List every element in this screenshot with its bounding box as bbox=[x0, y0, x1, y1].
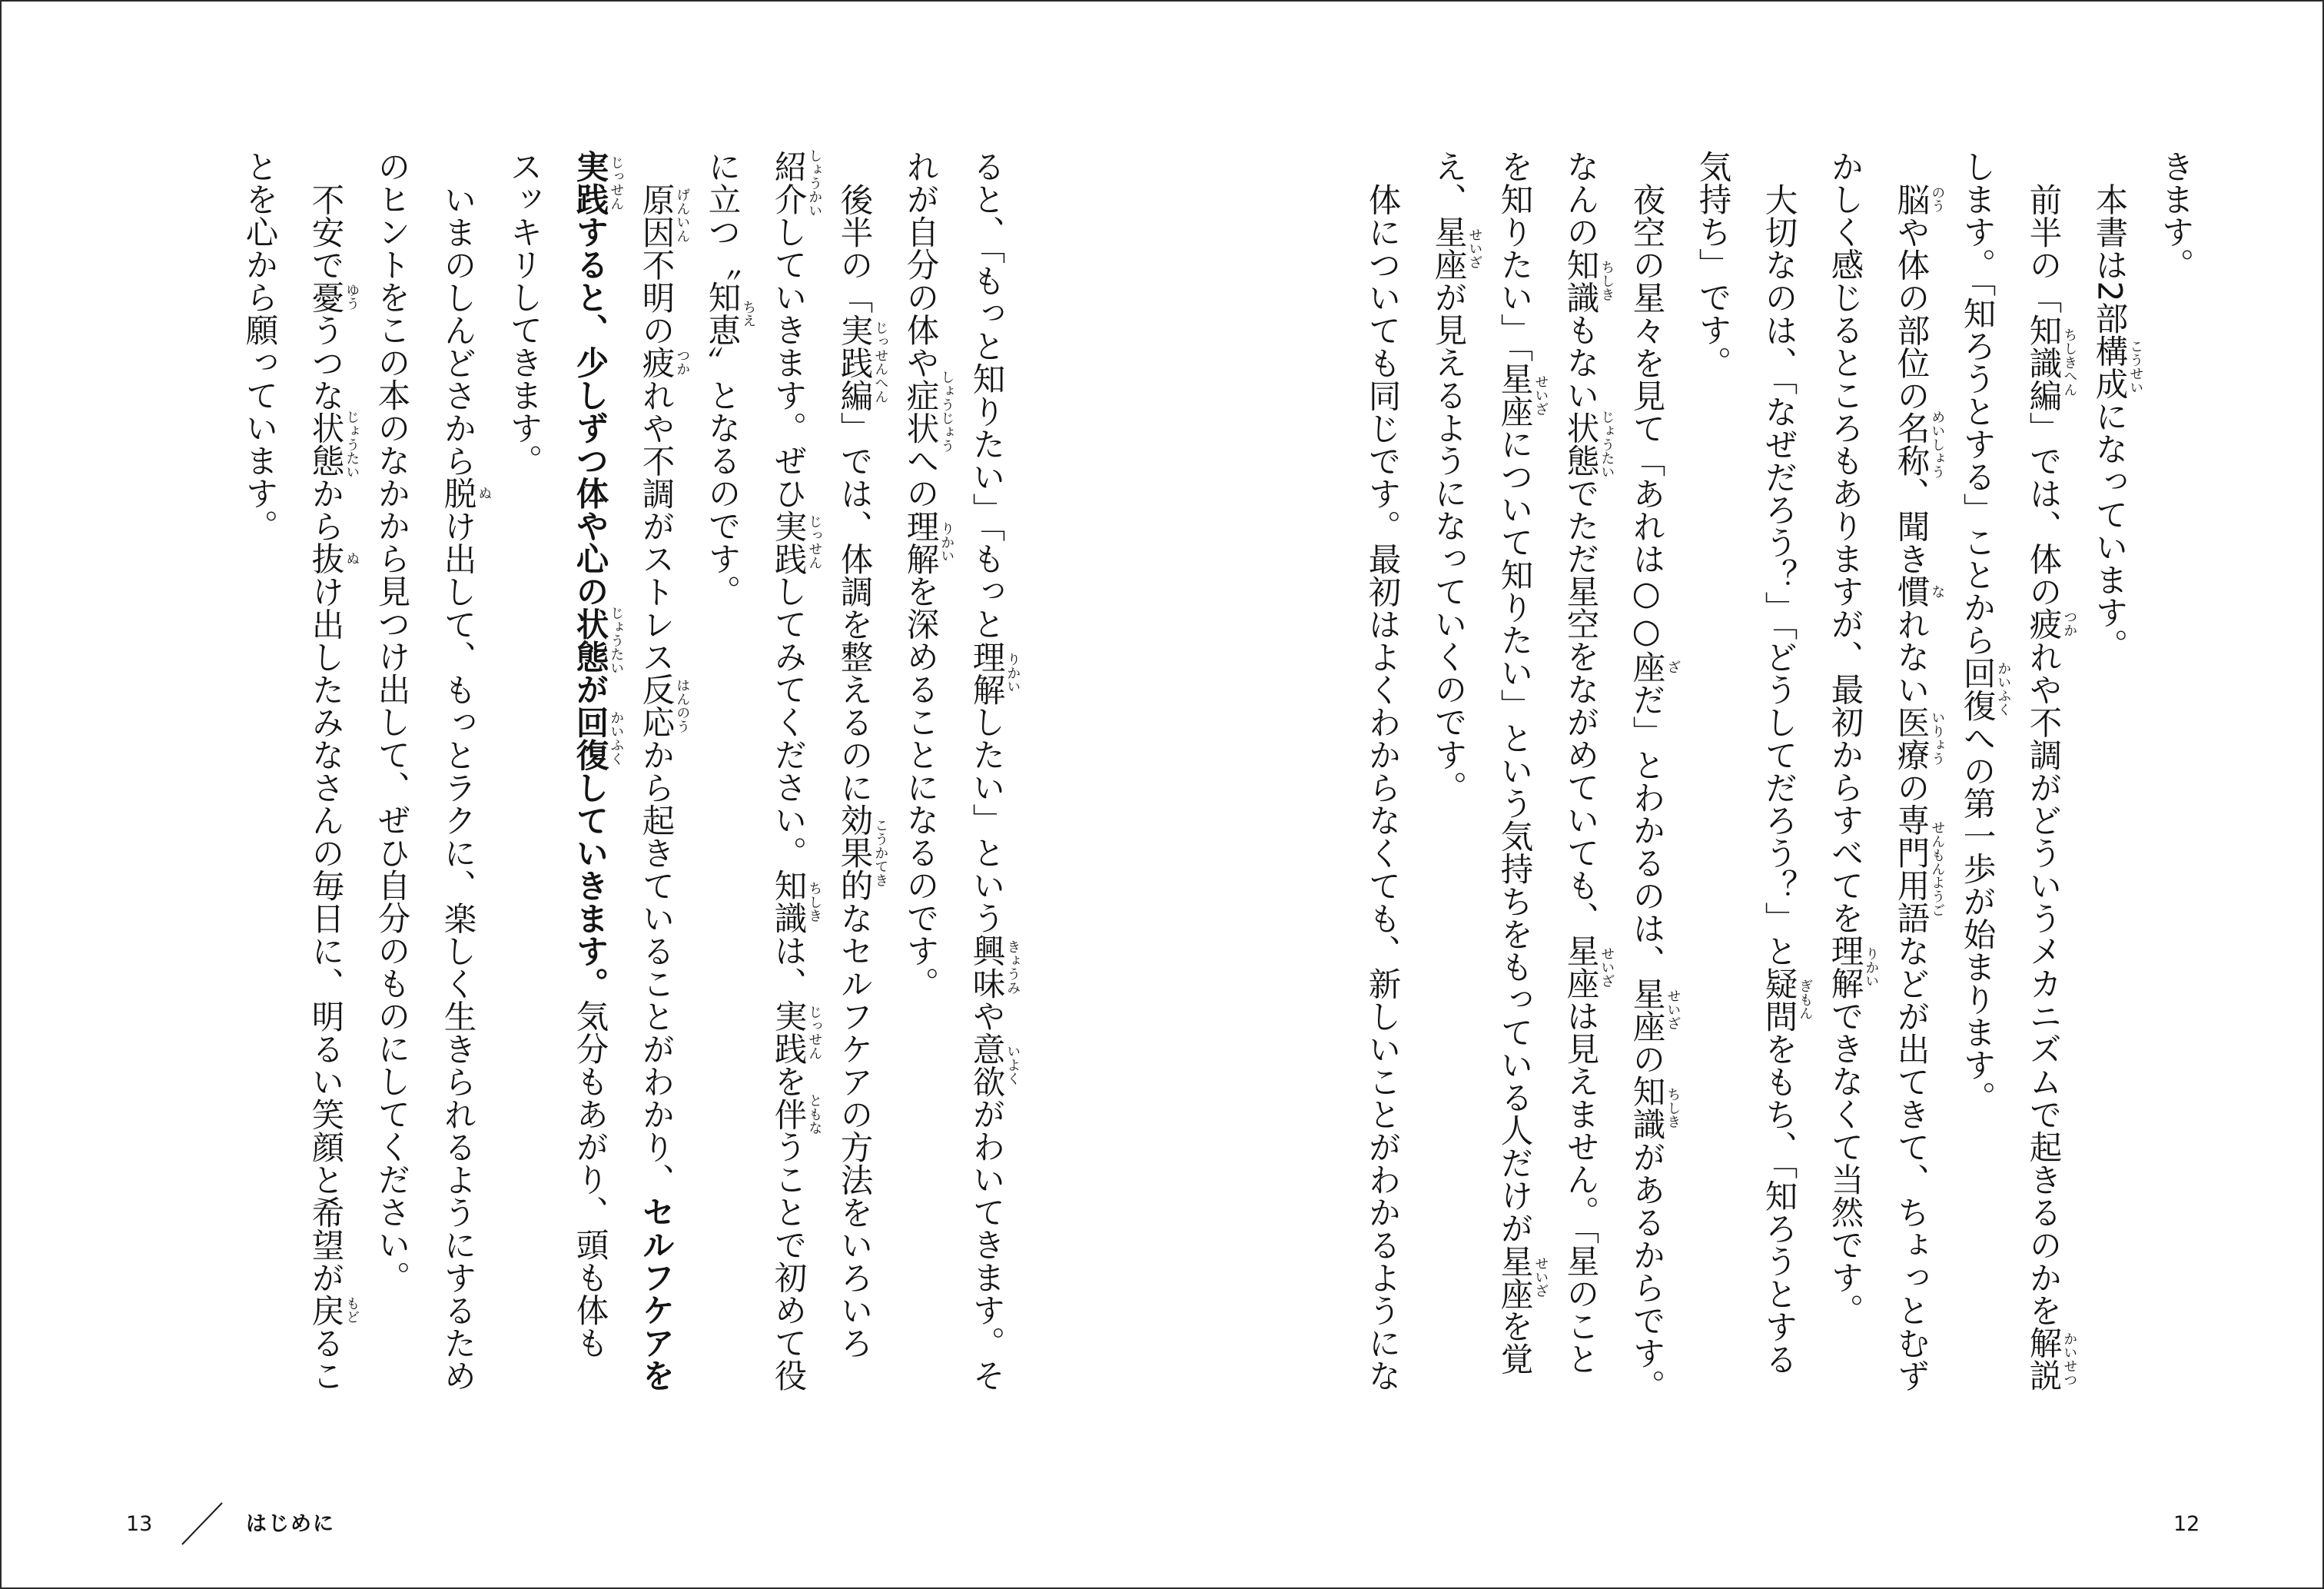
ruby-word bbox=[835, 313, 889, 412]
bold-text bbox=[637, 1195, 675, 1391]
text-column bbox=[835, 182, 889, 1359]
text-run: 〟となるのです。 bbox=[702, 346, 741, 607]
ruby-base: 憂 bbox=[306, 281, 344, 314]
text-run: 夜空の星々を見て「あれは○○ bbox=[1627, 182, 1665, 650]
text-run: は、 bbox=[769, 934, 807, 999]
text-run: け出して、もっとラクに、楽しく生きられるようにするため bbox=[438, 509, 476, 1391]
furigana: りかい bbox=[1004, 652, 1021, 693]
text-run: してみてください。 bbox=[769, 574, 807, 869]
furigana: つか bbox=[2061, 610, 2078, 638]
ruby-base: 戻 bbox=[306, 1293, 344, 1326]
furigana: せいざ bbox=[1466, 227, 1483, 269]
ruby-base: 理解 bbox=[901, 509, 939, 575]
text-column bbox=[901, 150, 955, 999]
text-run: とを心から願っています。 bbox=[240, 150, 278, 542]
ruby-word bbox=[835, 803, 889, 902]
ruby-base: 慣 bbox=[1891, 574, 1930, 607]
text-run: スッキリしてきます。 bbox=[504, 150, 543, 477]
ruby-base: 症状 bbox=[901, 378, 939, 444]
furigana: ぬ bbox=[476, 486, 493, 500]
ruby-base: 疲 bbox=[2024, 607, 2062, 640]
furigana: せいざ bbox=[1665, 989, 1682, 1030]
ruby-base: 専門用語 bbox=[1891, 803, 1930, 934]
furigana: はんのう bbox=[674, 677, 691, 733]
ruby-base: 知恵 bbox=[702, 281, 741, 346]
ruby-base: 疑問 bbox=[1759, 966, 1798, 1032]
ruby-base: 知識 bbox=[769, 869, 807, 934]
text-run: もない bbox=[1561, 313, 1599, 411]
text-run: 本書は2部 bbox=[2090, 182, 2128, 334]
text-column bbox=[504, 150, 543, 477]
text-run: 」では、体の bbox=[2024, 411, 2062, 607]
ruby-base: 理解 bbox=[967, 640, 1005, 706]
furigana: こうせい bbox=[2127, 339, 2144, 394]
ruby-base: 効果的 bbox=[835, 803, 873, 902]
ruby-word bbox=[702, 281, 757, 346]
ruby-base: 原因 bbox=[636, 182, 675, 248]
text-run: だ」とわかるのは、 bbox=[1627, 683, 1665, 977]
text-column bbox=[702, 150, 757, 607]
furigana: じっせん bbox=[806, 1004, 823, 1060]
text-run: から bbox=[306, 477, 344, 542]
text-run: について知りたい」という気持ちをもっている人だけが bbox=[1495, 427, 1533, 1245]
furigana: じっせん bbox=[806, 514, 823, 570]
text-run: への bbox=[901, 444, 939, 510]
text-run: を bbox=[769, 1065, 807, 1098]
ruby-word bbox=[636, 346, 691, 379]
bold-run: すると、少しずつ体や心の bbox=[570, 215, 609, 607]
furigana: じょうたい bbox=[608, 605, 625, 675]
section-title: はじめに bbox=[246, 1512, 335, 1536]
furigana: ぬ bbox=[344, 551, 360, 566]
text-run: が見えるようになっていくのです。 bbox=[1429, 281, 1467, 803]
ruby-word bbox=[570, 605, 625, 675]
ruby-base: 知識編 bbox=[2024, 313, 2062, 411]
ruby-word bbox=[769, 999, 823, 1065]
furigana: ちしき bbox=[1665, 1086, 1682, 1129]
ruby-word bbox=[967, 640, 1021, 706]
furigana: ちえ bbox=[740, 299, 757, 327]
text-run: できなくて当然です。 bbox=[1825, 999, 1864, 1326]
furigana: いりょう bbox=[1929, 710, 1946, 766]
furigana: ともな bbox=[806, 1092, 823, 1135]
ruby-base: 状態 bbox=[570, 607, 609, 673]
ruby-word bbox=[901, 370, 955, 453]
ruby-base: 意欲 bbox=[967, 1032, 1005, 1098]
furigana: せんもんようご bbox=[1929, 820, 1946, 917]
furigana: いよく bbox=[1004, 1044, 1021, 1085]
text-run: になっています。 bbox=[2090, 399, 2128, 661]
ruby-word bbox=[306, 409, 360, 479]
ruby-base: 知識 bbox=[1627, 1075, 1665, 1140]
text-run: 後半の「 bbox=[835, 182, 873, 314]
text-run: 大切なのは、「なぜだろう？」「どうしてだろう？」と bbox=[1759, 182, 1798, 967]
text-run: の bbox=[1627, 1042, 1665, 1075]
furigana: じょうたい bbox=[1599, 409, 1615, 479]
ruby-base: 解説 bbox=[2024, 1326, 2062, 1391]
text-run: します。「知ろうとする」ことから bbox=[1957, 150, 1996, 657]
ruby-word bbox=[570, 705, 625, 771]
bold-run: していきます。 bbox=[570, 770, 609, 999]
furigana: ちしき bbox=[1599, 260, 1615, 301]
text-column bbox=[240, 150, 278, 542]
ruby-word bbox=[306, 542, 360, 575]
text-run: に立つ〝 bbox=[702, 150, 741, 281]
text-run: を深めることになるのです。 bbox=[901, 574, 939, 999]
ruby-base: 星座 bbox=[1495, 362, 1533, 428]
text-run: れや不調がどういうメカニズムで起きるのかを bbox=[2024, 640, 2062, 1326]
furigana: きょうみ bbox=[1004, 939, 1021, 995]
left-page-number: 13 bbox=[126, 1512, 153, 1536]
ruby-word bbox=[306, 281, 360, 314]
text-column bbox=[636, 182, 691, 1392]
text-column bbox=[769, 148, 823, 1391]
text-run: の bbox=[1891, 770, 1930, 803]
text-run: や bbox=[967, 999, 1005, 1032]
text-run: のヒントをこの本のなかから見つけ出して、ぜひ自分のものにしてください。 bbox=[372, 150, 410, 1294]
furigana: りかい bbox=[938, 521, 955, 563]
furigana: のう bbox=[1929, 184, 1946, 213]
furigana: げんいん bbox=[674, 188, 691, 243]
ruby-base: 伴 bbox=[769, 1097, 807, 1130]
right-page-number: 12 bbox=[2173, 1512, 2200, 1536]
furigana: ざ bbox=[1665, 659, 1682, 673]
furigana: こうかてき bbox=[872, 818, 889, 887]
text-run: 不安で bbox=[306, 182, 344, 281]
text-run: うつな bbox=[306, 313, 344, 411]
text-run: いまのしんどさから bbox=[438, 182, 476, 477]
bold-text bbox=[571, 215, 609, 607]
text-run: を知りたい」「 bbox=[1495, 150, 1533, 363]
text-run: うことで初めて役 bbox=[769, 1130, 807, 1391]
ruby-base: 実践 bbox=[769, 999, 807, 1065]
text-run: への第一歩が始まります。 bbox=[1957, 721, 1996, 1114]
ruby-base: 抜 bbox=[306, 542, 344, 575]
furigana: ちしき bbox=[806, 880, 823, 922]
ruby-word bbox=[636, 182, 691, 248]
furigana: かいふく bbox=[1995, 661, 2012, 716]
text-run: は見えません。「星のこと bbox=[1561, 999, 1599, 1375]
furigana: かいふく bbox=[608, 710, 625, 766]
furigana: せいざ bbox=[1599, 946, 1615, 988]
text-run: きます。 bbox=[2156, 150, 2194, 281]
text-run: 気分もあがり、頭も体も bbox=[570, 999, 609, 1359]
furigana: じょうたい bbox=[344, 409, 360, 479]
ruby-word bbox=[901, 509, 955, 575]
furigana: しょうじょう bbox=[938, 370, 955, 453]
text-column bbox=[306, 182, 360, 1392]
furigana: ぎもん bbox=[1797, 979, 1814, 1020]
text-run: るこ bbox=[306, 1326, 344, 1391]
text-column bbox=[438, 182, 493, 1392]
furigana: かいせつ bbox=[2061, 1331, 2078, 1387]
ruby-word bbox=[636, 673, 691, 738]
text-run: け出したみなさんの毎日に、明るい笑顔と希望が bbox=[306, 574, 344, 1294]
text-run: したい」という bbox=[967, 705, 1005, 934]
text-run: していきます。ぜひ bbox=[769, 215, 807, 510]
bold-run: が bbox=[570, 673, 609, 706]
text-run: ると、「もっと知りたい」「もっと bbox=[967, 150, 1005, 640]
furigana: めいしょう bbox=[1929, 409, 1946, 479]
furigana: ちしきへん bbox=[2061, 327, 2078, 397]
ruby-base: 状態 bbox=[1561, 411, 1599, 477]
ruby-base: 星座 bbox=[1561, 934, 1599, 999]
ruby-word bbox=[769, 869, 823, 934]
ruby-base: 反応 bbox=[636, 673, 675, 738]
ruby-base: 名称 bbox=[1891, 411, 1930, 477]
text-run: 、聞き bbox=[1891, 477, 1930, 575]
text-run: なセルフケアの方法をいろいろ bbox=[835, 901, 873, 1359]
ruby-word bbox=[769, 148, 823, 218]
bold-text bbox=[571, 673, 609, 706]
furigana: りかい bbox=[1863, 946, 1880, 988]
text-run: 体についても同じです。最初はよくわからなくても、新しいことがわかるようにな bbox=[1363, 182, 1401, 1391]
ruby-base: 実践編 bbox=[835, 313, 873, 411]
ruby-base: 回復 bbox=[1957, 656, 1996, 722]
left-page-text bbox=[2, 2, 2322, 1587]
text-run: がわいてきます。そ bbox=[967, 1097, 1005, 1391]
ruby-base: 回復 bbox=[570, 705, 609, 771]
text-run: を覚 bbox=[1495, 1309, 1533, 1375]
text-run: があるからです。 bbox=[1627, 1140, 1665, 1401]
separator-slash bbox=[174, 1497, 228, 1551]
ruby-base: 実践 bbox=[769, 509, 807, 575]
text-run: をもち、「知ろうとする bbox=[1759, 1032, 1798, 1375]
bold-run: セルフケアを bbox=[636, 1195, 675, 1391]
furigana: せいざ bbox=[1532, 1256, 1549, 1298]
text-run: かしく感じるところもありますが、最初からすべてを bbox=[1825, 150, 1864, 934]
text-column bbox=[372, 150, 410, 1294]
ruby-base: 知識 bbox=[1561, 248, 1599, 314]
text-run: え、 bbox=[1429, 150, 1467, 215]
furigana: せいざ bbox=[1532, 374, 1549, 416]
ruby-base: 構成 bbox=[2090, 334, 2128, 400]
ruby-base: 興味 bbox=[967, 934, 1005, 999]
ruby-base: 疲 bbox=[636, 346, 675, 379]
text-run: 不明の bbox=[636, 248, 675, 346]
furigana: もど bbox=[344, 1295, 360, 1324]
bold-text bbox=[571, 771, 609, 1000]
ruby-base: 理解 bbox=[1825, 934, 1864, 999]
text-run: れが自分の体や bbox=[901, 150, 939, 379]
text-run: や体の部位の bbox=[1891, 215, 1930, 411]
ruby-base: 星座 bbox=[1429, 215, 1467, 281]
furigana: ゆう bbox=[344, 283, 360, 311]
ruby-word bbox=[438, 477, 493, 510]
furigana: つか bbox=[674, 348, 691, 377]
ruby-base: 星座 bbox=[1627, 976, 1665, 1042]
ruby-word bbox=[570, 150, 625, 215]
text-run: れない bbox=[1891, 607, 1930, 706]
text-run: 気持ち」です。 bbox=[1693, 150, 1731, 379]
ruby-base: 脳 bbox=[1891, 182, 1930, 215]
text-run: れや不調がストレス bbox=[636, 378, 675, 673]
text-run: でただ星空をながめていても、 bbox=[1561, 477, 1599, 934]
ruby-word bbox=[967, 1032, 1021, 1098]
text-run: 」では、体調を整えるのに bbox=[835, 411, 873, 803]
furigana: じっせんへん bbox=[872, 321, 889, 404]
text-run: 前半の「 bbox=[2024, 182, 2062, 314]
ruby-word bbox=[306, 1293, 360, 1327]
text-column bbox=[967, 150, 1021, 1391]
ruby-base: 星座 bbox=[1495, 1244, 1533, 1310]
text-column bbox=[570, 150, 625, 1359]
text-run: などが出てきて、ちょっとむず bbox=[1891, 934, 1930, 1391]
ruby-word bbox=[967, 934, 1021, 999]
ruby-base: 紹介 bbox=[769, 150, 807, 215]
ruby-word bbox=[769, 1092, 823, 1135]
ruby-base: 脱 bbox=[438, 477, 476, 510]
furigana: じっせん bbox=[608, 155, 625, 211]
text-run: から起きていることがわかり、 bbox=[636, 738, 675, 1195]
ruby-base: 医療 bbox=[1891, 705, 1930, 771]
ruby-base: 状態 bbox=[306, 411, 344, 477]
furigana: しょうかい bbox=[806, 148, 823, 218]
furigana: な bbox=[1929, 583, 1946, 598]
ruby-word bbox=[769, 509, 823, 575]
ruby-base: 実践 bbox=[570, 150, 609, 215]
ruby-base: 座 bbox=[1627, 650, 1665, 683]
text-run: なんの bbox=[1561, 150, 1599, 248]
